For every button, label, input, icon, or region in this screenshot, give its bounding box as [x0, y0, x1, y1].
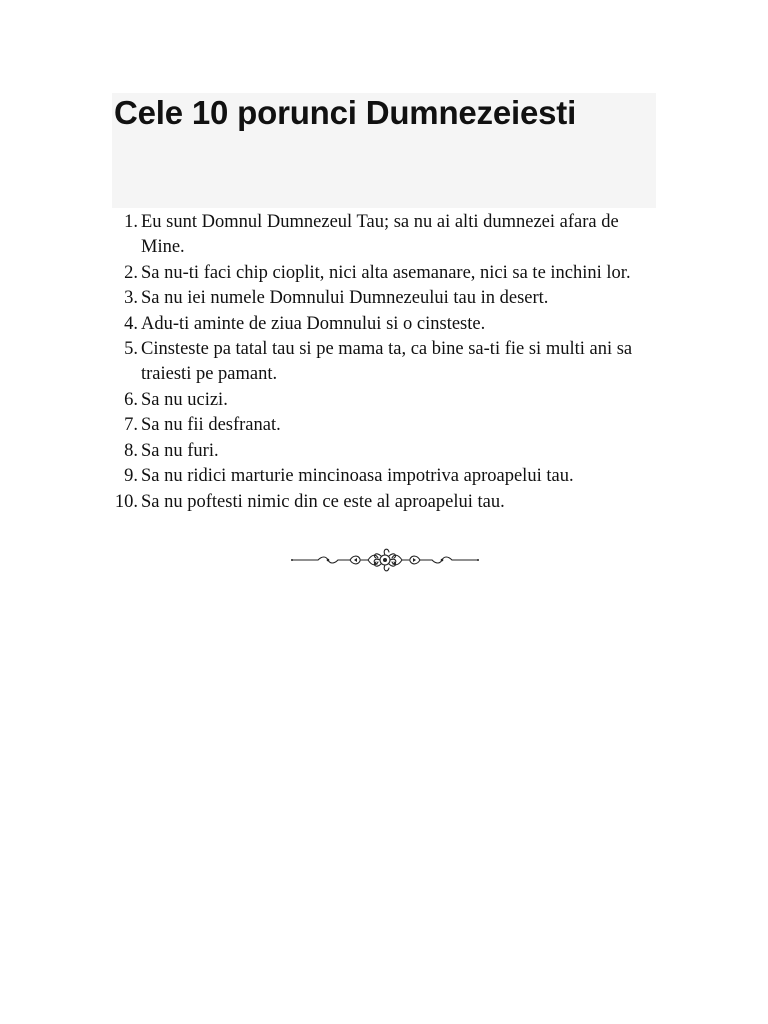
item-number: 10.: [114, 491, 138, 512]
list-item: [112, 337, 660, 387]
item-number: 1.: [124, 212, 138, 232]
list-item: [112, 413, 660, 438]
item-text: Sa nu ucizi.: [141, 389, 228, 410]
list-item: [112, 286, 660, 311]
item-number: 7.: [124, 415, 138, 435]
title-banner: [112, 93, 656, 208]
item-number: 5.: [124, 339, 138, 359]
item-text: Eu sunt Domnul Dumnezeul Tau; sa nu ai alti dumnezei afara de Mine.: [141, 212, 619, 257]
item-number: 4.: [124, 313, 138, 334]
item-text: Sa nu iei numele Domnului Dumnezeului tau in desert.: [141, 288, 549, 308]
item-text: Sa nu ridici marturie mincinoasa impotriva aproapelui tau.: [141, 466, 574, 486]
item-number: 8.: [124, 440, 138, 461]
item-text: Sa nu poftesti nimic din ce este al aproapelui tau.: [141, 491, 505, 512]
list-item: [112, 439, 660, 464]
list-item: [112, 388, 660, 413]
item-text: Cinsteste pa tatal tau si pe mama ta, ca bine sa-ti fie si multi ani sa traiesti pe pamant.: [141, 339, 633, 384]
item-number: 2.: [124, 262, 138, 283]
list-item: [112, 261, 660, 286]
item-text: Sa nu fii desfranat.: [141, 415, 281, 435]
item-text: Adu-ti aminte de ziua Domnului si o cinsteste.: [141, 313, 486, 334]
list-item: [112, 312, 660, 337]
item-number: 6.: [124, 389, 138, 410]
item-text: Sa nu-ti faci chip cioplit, nici alta asemanare, nici sa te inchini lor.: [141, 262, 631, 283]
floral-divider-icon: [288, 546, 482, 574]
item-number: 9.: [124, 466, 138, 486]
page-title: Cele 10 porunci Dumnezeiesti: [114, 94, 577, 131]
item-number: 3.: [124, 288, 138, 308]
list-item: [112, 464, 660, 489]
commandments-list: [112, 210, 660, 515]
item-text: Sa nu furi.: [141, 440, 219, 461]
list-item: [112, 210, 660, 260]
list-item: [112, 490, 660, 515]
